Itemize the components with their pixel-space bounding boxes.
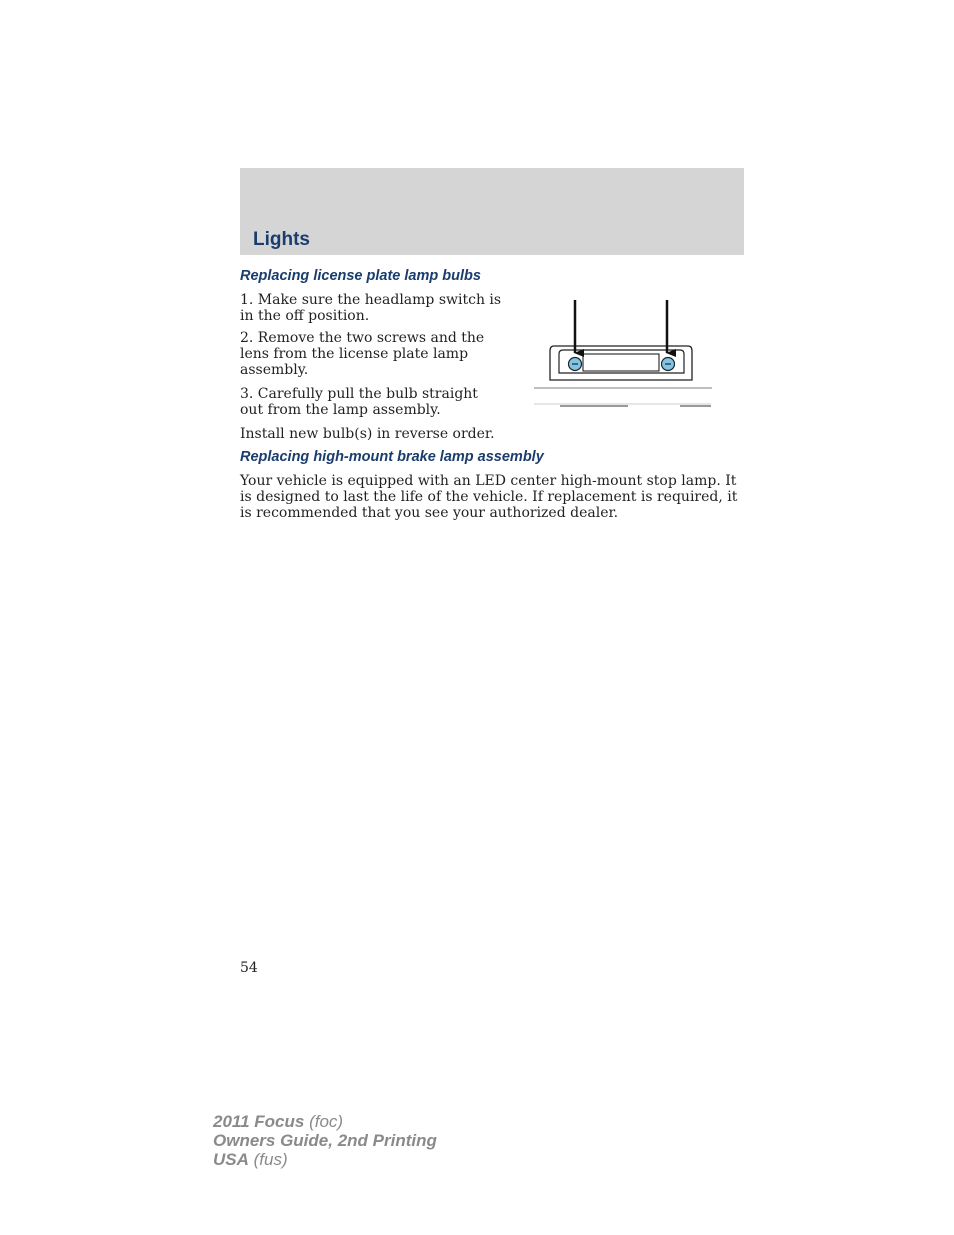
footer-model-code: (foc) <box>309 1112 344 1131</box>
footer-printing: Owners Guide, 2nd Printing <box>213 1131 437 1150</box>
high-mount-lamp-body: Your vehicle is equipped with an LED center high-mount stop lamp. It is designed to last the life of the vehicle. If replacement is required, it is recommended that you see your authorized dealer. <box>240 473 738 522</box>
footer-model: 2011 Focus <box>213 1112 305 1131</box>
footer-publication-info <box>213 1112 437 1169</box>
page-number: 54 <box>240 960 258 976</box>
step-3: 3. Carefully pull the bulb straight out from the lamp assembly. <box>240 386 478 419</box>
left-screw-icon <box>569 358 582 371</box>
license-plate-lamp-illustration <box>530 296 716 412</box>
section-header-band <box>240 168 744 255</box>
subheading-license-plate-lamp: Replacing license plate lamp bulbs <box>240 268 481 284</box>
step-2: 2. Remove the two screws and the lens from the license plate lamp assembly. <box>240 330 485 379</box>
footer-market: USA <box>213 1150 249 1169</box>
lamp-housing <box>534 346 712 406</box>
subheading-high-mount-brake-lamp: Replacing high-mount brake lamp assembly <box>240 449 544 465</box>
footer-market-code: (fus) <box>253 1150 288 1169</box>
step-1: 1. Make sure the headlamp switch is in the off position. <box>240 292 502 325</box>
install-note: Install new bulb(s) in reverse order. <box>240 426 495 442</box>
section-title: Lights <box>253 229 310 250</box>
right-screw-icon <box>662 358 675 371</box>
